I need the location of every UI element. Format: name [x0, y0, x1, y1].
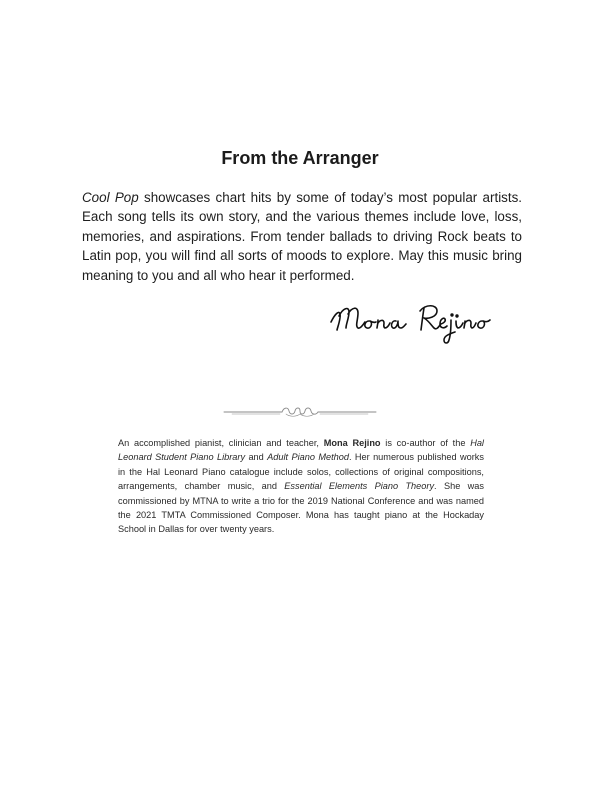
bio-text: and: [245, 452, 268, 463]
bio-book-title: Hal Leonard Student Piano Library: [118, 438, 484, 463]
page-title: From the Arranger: [221, 148, 379, 168]
arranger-note: [82, 188, 522, 285]
bio-text: . She was commissioned by MTNA to write a trio for the 2019 National Conference and was named the 2021 TMTA Commissioned Composer. Mona has taught piano at the Hockaday School in Dallas for over twenty years.: [118, 481, 485, 535]
bio-name: Mona Rejino: [323, 438, 381, 448]
bio-text: An accomplished pianist, clinician and teacher,: [118, 438, 324, 448]
arranger-bio: [118, 436, 484, 537]
signature-icon: [325, 294, 495, 352]
flourish-divider-icon: [222, 404, 378, 418]
bio-book-title: Essential Elements Piano Theory: [284, 481, 435, 492]
bio-text: . Her numerous published works in the Hal Leonard Piano catalogue include solos, collections of original compositions, arrangements, chamber music, and: [118, 452, 484, 492]
bio-text: is co-author of the: [380, 438, 471, 448]
bio-book-title: Adult Piano Method: [267, 452, 349, 463]
arranger-note-text: showcases chart hits by some of today’s most popular artists. Each song tells its own story, and the various themes include love, loss, memories, and aspirations. From tender ballads to driving Rock beats to Latin pop, you will find all sorts of moods to explore. May this music bring meaning to you and all who hear it performed.: [82, 190, 522, 283]
book-title-cool-pop: Cool Pop: [82, 190, 139, 205]
